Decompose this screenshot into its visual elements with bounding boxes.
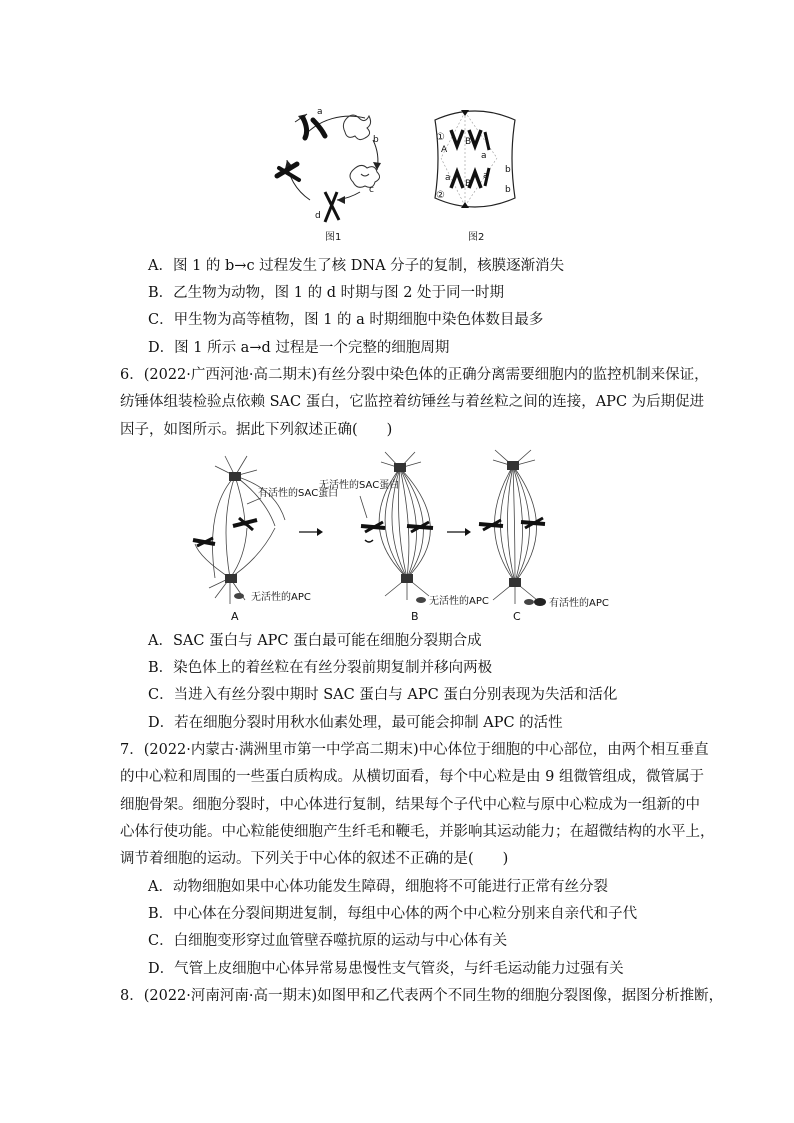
fig2-label-2: ② [436,190,445,201]
fig2-label-b-2: b [505,185,511,195]
q6-option-d[interactable]: D．若在细胞分裂时用秋水仙素处理，最可能会抑制 APC 的活性 [148,715,563,731]
fig2-label-1: ① [436,132,445,143]
chromosome-a-icon [303,118,325,138]
q5-figures [265,100,530,248]
arrow-b-to-c-icon [447,528,471,536]
centrosome-icon [225,574,237,583]
figure-2-dividing-cell [435,110,515,243]
centrosome-icon [229,472,241,481]
chromatin-c-icon [350,165,380,187]
q7-option-b[interactable]: B．中心体在分裂间期进复制，每组中心体的两个中心粒分别来自亲代和子代 [148,906,638,922]
panel-c-label-active-apc: 有活性的APC [549,598,609,609]
centrosome-icon [509,578,521,587]
centrosome-icon [401,574,413,583]
q5-option-d[interactable]: D．图 1 所示 a→d 过程是一个完整的细胞周期 [148,340,450,356]
panel-b-letter: B [411,610,419,623]
active-apc-icon [534,598,546,606]
q6-stem-line-1: 6．(2022·广西河池·高二期末)有丝分裂中染色体的正确分离需要细胞内的监控机制来保证， [120,367,709,383]
q7-stem-line-5: 调节着细胞的运动。下列关于中心体的叙述不正确的是( ) [120,851,509,867]
chromosome-d-icon [325,192,339,222]
panel-b-label-inactive-apc: 无活性的APC [429,596,489,607]
q6-stem-line-3: 因子，如图所示。据此下列叙述正确( ) [120,422,393,438]
fig1-label-a: a [317,107,323,117]
centrosome-icon [507,461,519,470]
q6-option-b[interactable]: B．染色体上的着丝粒在有丝分裂前期复制并移向两极 [148,660,493,676]
panel-a-letter: A [231,610,239,623]
q6-figure [185,448,615,626]
apc-icon [524,599,534,605]
panel-a-label-active-sac: 有活性的SAC蛋白 [258,488,339,499]
q7-stem-line-4: 心体行使功能。中心粒能使细胞产生纤毛和鞭毛，并影响其运动能力；在超微结构的水平上， [120,824,715,840]
q7-stem-line-1: 7．(2022·内蒙古·满洲里市第一中学高二期末)中心体位于细胞的中心部位，由两个相互垂直 [120,742,709,758]
figure-1-cell-cycle [277,107,381,243]
panel-c-letter: C [513,610,521,623]
panel-a-cell [193,456,338,623]
figure-1-caption: 图1 [325,232,342,243]
fig2-label-a-top: a [481,151,487,161]
fig2-label-A: A [441,145,448,155]
fig1-label-b: b [373,135,379,145]
centrosome-icon [394,463,406,472]
fig2-label-b-1: b [505,165,511,175]
fig1-label-d: d [315,211,321,221]
q6-option-c[interactable]: C．当进入有丝分裂中期时 SAC 蛋白与 APC 蛋白分别表现为失活和活化 [148,687,618,703]
fig1-label-c: c [369,185,374,195]
fig2-label-B-top: B [465,137,472,147]
fig2-label-a-right: a [483,171,489,181]
q7-stem-line-2: 的中心粒和周围的一些蛋白质构成。从横切面看，每个中心粒是由 9 组微管组成，微管属于 [120,769,704,785]
q5-option-b[interactable]: B．乙生物为动物，图 1 的 d 时期与图 2 处于同一时期 [148,285,505,301]
chromatin-b-icon [343,115,370,140]
q7-option-a[interactable]: A．动物细胞如果中心体功能发生障碍，细胞将不可能进行正常有丝分裂 [148,879,608,895]
q7-option-c[interactable]: C．白细胞变形穿过血管壁吞噬抗原的运动与中心体有关 [148,933,508,949]
fig2-label-a-bottom: a [445,173,451,183]
q5-option-c[interactable]: C．甲生物为高等植物，图 1 的 a 时期细胞中染色体数目最多 [148,312,544,328]
panel-b-label-inactive-sac: 无活性的SAC蛋白 [319,480,400,491]
apc-icon [416,597,426,603]
q5-option-a[interactable]: A．图 1 的 b→c 过程发生了核 DNA 分子的复制，核膜逐渐消失 [148,258,565,274]
q8-stem-line-1: 8．(2022·河南河南·高一期末)如图甲和乙代表两个不同生物的细胞分裂图像，据图分析推断， [120,988,724,1004]
panel-c-cell [479,450,609,623]
q7-stem-line-3: 细胞骨架。细胞分裂时，中心体进行复制，结果每个子代中心粒与原中心粒成为一组新的中 [120,797,700,813]
fig2-label-B-bottom: B [465,179,472,189]
q6-stem-line-2: 纺锤体组装检验点依赖 SAC 蛋白，它监控着纺锤丝与着丝粒之间的连接，APC 为后期促进 [120,394,705,410]
panel-b-cell [319,452,489,623]
figure-2-caption: 图2 [468,232,485,243]
q7-option-d[interactable]: D．气管上皮细胞中心体异常易患慢性支气管炎，与纤毛运动能力过强有关 [148,961,624,977]
panel-a-label-inactive-apc: 无活性的APC [251,592,311,603]
arrow-a-to-b-icon [299,528,323,536]
apc-icon [234,593,244,599]
q6-option-a[interactable]: A．SAC 蛋白与 APC 蛋白最可能在细胞分裂期合成 [148,633,482,649]
